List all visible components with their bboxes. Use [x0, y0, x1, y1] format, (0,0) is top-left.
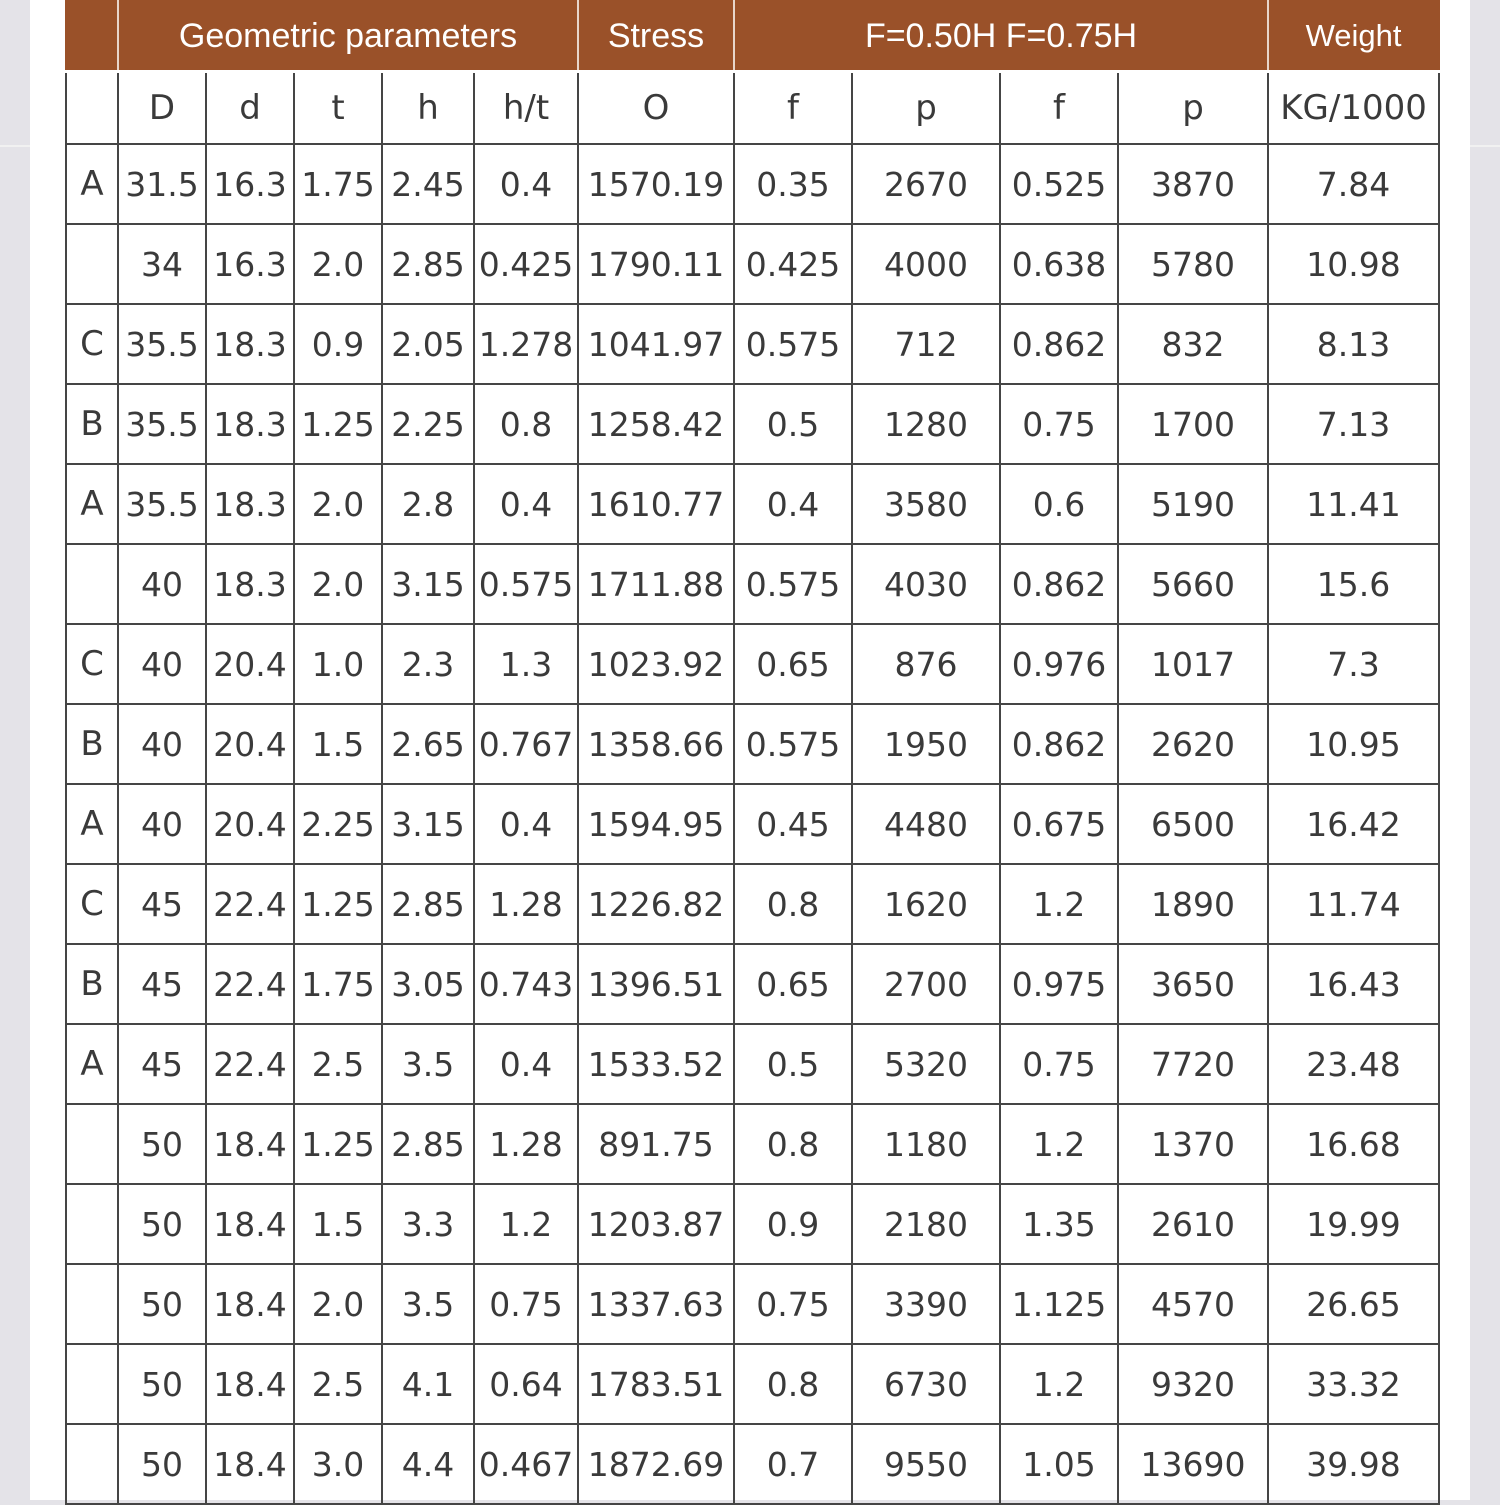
- cell-d: 22.4: [206, 864, 294, 944]
- column-header-row: [66, 72, 1439, 145]
- cell-weight: 23.48: [1268, 1024, 1439, 1104]
- cell-p-075: 1370: [1118, 1104, 1268, 1184]
- cell-stress: 1041.97: [578, 304, 734, 384]
- cell-weight: 26.65: [1268, 1264, 1439, 1344]
- table-row: [66, 384, 1439, 464]
- cell-p-050: 1620: [852, 864, 1000, 944]
- cell-f-050: 0.8: [734, 1344, 852, 1424]
- cell-f-075: 0.6: [1000, 464, 1118, 544]
- table-row: [66, 1104, 1439, 1184]
- header-group-deflection-load: F=0.50H F=0.75H: [734, 1, 1268, 72]
- cell-f-050: 0.7: [734, 1424, 852, 1504]
- cell-p-075: 5660: [1118, 544, 1268, 624]
- cell-h-over-t: 0.64: [474, 1344, 578, 1424]
- cell-h: 3.5: [382, 1024, 474, 1104]
- cell-f-050: 0.45: [734, 784, 852, 864]
- cell-stress: 1533.52: [578, 1024, 734, 1104]
- cell-p-075: 5190: [1118, 464, 1268, 544]
- cell-class: C: [66, 624, 118, 704]
- cell-p-050: 6730: [852, 1344, 1000, 1424]
- column-header-p-075: p: [1118, 72, 1268, 145]
- cell-h: 2.85: [382, 1104, 474, 1184]
- cell-d: 18.3: [206, 304, 294, 384]
- cell-D: 35.5: [118, 384, 206, 464]
- table-row: [66, 464, 1439, 544]
- cell-f-075: 0.525: [1000, 144, 1118, 224]
- cell-p-075: 832: [1118, 304, 1268, 384]
- cell-weight: 7.13: [1268, 384, 1439, 464]
- cell-weight: 16.68: [1268, 1104, 1439, 1184]
- cell-f-050: 0.35: [734, 144, 852, 224]
- cell-f-075: 0.975: [1000, 944, 1118, 1024]
- cell-f-075: 1.35: [1000, 1184, 1118, 1264]
- cell-h-over-t: 1.28: [474, 864, 578, 944]
- column-header-d: d: [206, 72, 294, 145]
- cell-class: B: [66, 384, 118, 464]
- cell-stress: 891.75: [578, 1104, 734, 1184]
- cell-class: A: [66, 464, 118, 544]
- cell-f-050: 0.425: [734, 224, 852, 304]
- cell-d: 18.4: [206, 1184, 294, 1264]
- cell-D: 40: [118, 704, 206, 784]
- cell-stress: 1396.51: [578, 944, 734, 1024]
- cell-class: C: [66, 864, 118, 944]
- table-row: [66, 784, 1439, 864]
- cell-f-075: 0.976: [1000, 624, 1118, 704]
- cell-h: 2.85: [382, 224, 474, 304]
- cell-h: 3.15: [382, 544, 474, 624]
- cell-h: 2.65: [382, 704, 474, 784]
- right-divider: [1470, 145, 1500, 147]
- cell-h-over-t: 1.2: [474, 1184, 578, 1264]
- cell-class: A: [66, 144, 118, 224]
- cell-t: 2.25: [294, 784, 382, 864]
- cell-D: 50: [118, 1264, 206, 1344]
- cell-D: 31.5: [118, 144, 206, 224]
- cell-h: 4.4: [382, 1424, 474, 1504]
- cell-f-075: 1.125: [1000, 1264, 1118, 1344]
- column-header-D: D: [118, 72, 206, 145]
- cell-f-050: 0.5: [734, 1024, 852, 1104]
- cell-D: 40: [118, 544, 206, 624]
- header-group-stress: Stress: [578, 1, 734, 72]
- cell-d: 18.4: [206, 1344, 294, 1424]
- cell-p-075: 1017: [1118, 624, 1268, 704]
- cell-D: 40: [118, 784, 206, 864]
- cell-p-050: 9550: [852, 1424, 1000, 1504]
- table-row: [66, 624, 1439, 704]
- column-header-p-050: p: [852, 72, 1000, 145]
- cell-f-050: 0.4: [734, 464, 852, 544]
- cell-f-050: 0.575: [734, 544, 852, 624]
- table-body: [66, 144, 1439, 1504]
- cell-t: 2.0: [294, 224, 382, 304]
- cell-f-075: 0.638: [1000, 224, 1118, 304]
- column-header-weight: KG/1000: [1268, 72, 1439, 145]
- cell-d: 18.4: [206, 1104, 294, 1184]
- cell-f-075: 0.862: [1000, 544, 1118, 624]
- cell-h: 3.3: [382, 1184, 474, 1264]
- cell-t: 2.0: [294, 544, 382, 624]
- cell-p-050: 1280: [852, 384, 1000, 464]
- cell-f-075: 0.75: [1000, 384, 1118, 464]
- cell-p-075: 1890: [1118, 864, 1268, 944]
- cell-p-075: 9320: [1118, 1344, 1268, 1424]
- cell-D: 50: [118, 1184, 206, 1264]
- cell-h-over-t: 0.4: [474, 784, 578, 864]
- cell-h: 3.5: [382, 1264, 474, 1344]
- table-row: [66, 224, 1439, 304]
- cell-f-075: 0.675: [1000, 784, 1118, 864]
- cell-p-075: 4570: [1118, 1264, 1268, 1344]
- cell-h-over-t: 0.425: [474, 224, 578, 304]
- table-row: [66, 144, 1439, 224]
- table-row: [66, 1344, 1439, 1424]
- table-row: [66, 944, 1439, 1024]
- cell-class: [66, 224, 118, 304]
- table-row: [66, 1424, 1439, 1504]
- cell-f-050: 0.75: [734, 1264, 852, 1344]
- cell-weight: 11.41: [1268, 464, 1439, 544]
- cell-t: 1.5: [294, 1184, 382, 1264]
- cell-t: 2.5: [294, 1024, 382, 1104]
- cell-h-over-t: 0.743: [474, 944, 578, 1024]
- cell-f-050: 0.65: [734, 624, 852, 704]
- table-row: [66, 544, 1439, 624]
- column-header-f-075: f: [1000, 72, 1118, 145]
- column-header-h-over-t: h/t: [474, 72, 578, 145]
- cell-p-075: 13690: [1118, 1424, 1268, 1504]
- cell-stress: 1023.92: [578, 624, 734, 704]
- cell-stress: 1790.11: [578, 224, 734, 304]
- cell-stress: 1872.69: [578, 1424, 734, 1504]
- cell-t: 1.25: [294, 864, 382, 944]
- cell-class: C: [66, 304, 118, 384]
- cell-stress: 1594.95: [578, 784, 734, 864]
- cell-class: A: [66, 1024, 118, 1104]
- cell-D: 50: [118, 1104, 206, 1184]
- cell-p-050: 712: [852, 304, 1000, 384]
- cell-p-075: 6500: [1118, 784, 1268, 864]
- column-header-stress: O: [578, 72, 734, 145]
- cell-p-075: 5780: [1118, 224, 1268, 304]
- cell-h-over-t: 0.575: [474, 544, 578, 624]
- cell-D: 35.5: [118, 464, 206, 544]
- cell-d: 16.3: [206, 144, 294, 224]
- cell-stress: 1610.77: [578, 464, 734, 544]
- cell-h-over-t: 0.4: [474, 464, 578, 544]
- cell-t: 1.25: [294, 1104, 382, 1184]
- cell-f-050: 0.9: [734, 1184, 852, 1264]
- cell-f-050: 0.575: [734, 304, 852, 384]
- cell-stress: 1226.82: [578, 864, 734, 944]
- cell-class: [66, 1264, 118, 1344]
- cell-t: 0.9: [294, 304, 382, 384]
- cell-h: 2.3: [382, 624, 474, 704]
- cell-class: [66, 1184, 118, 1264]
- cell-d: 18.3: [206, 384, 294, 464]
- cell-p-050: 876: [852, 624, 1000, 704]
- table-row: [66, 1264, 1439, 1344]
- cell-D: 45: [118, 1024, 206, 1104]
- cell-weight: 10.95: [1268, 704, 1439, 784]
- cell-f-075: 1.2: [1000, 864, 1118, 944]
- cell-d: 22.4: [206, 1024, 294, 1104]
- table-row: [66, 864, 1439, 944]
- cell-h-over-t: 0.4: [474, 144, 578, 224]
- cell-h: 4.1: [382, 1344, 474, 1424]
- cell-p-050: 4480: [852, 784, 1000, 864]
- cell-f-075: 1.05: [1000, 1424, 1118, 1504]
- cell-h-over-t: 0.4: [474, 1024, 578, 1104]
- cell-h: 2.05: [382, 304, 474, 384]
- cell-weight: 39.98: [1268, 1424, 1439, 1504]
- cell-p-075: 3650: [1118, 944, 1268, 1024]
- column-header-f-050: f: [734, 72, 852, 145]
- cell-p-050: 3390: [852, 1264, 1000, 1344]
- cell-p-050: 2180: [852, 1184, 1000, 1264]
- cell-class: [66, 544, 118, 624]
- column-header-class: [66, 72, 118, 145]
- table-row: [66, 704, 1439, 784]
- cell-weight: 7.84: [1268, 144, 1439, 224]
- cell-h-over-t: 0.75: [474, 1264, 578, 1344]
- cell-t: 2.0: [294, 1264, 382, 1344]
- cell-t: 3.0: [294, 1424, 382, 1504]
- cell-stress: 1358.66: [578, 704, 734, 784]
- cell-stress: 1258.42: [578, 384, 734, 464]
- column-header-t: t: [294, 72, 382, 145]
- cell-t: 1.75: [294, 144, 382, 224]
- cell-t: 1.75: [294, 944, 382, 1024]
- cell-h: 3.05: [382, 944, 474, 1024]
- cell-p-050: 5320: [852, 1024, 1000, 1104]
- cell-f-050: 0.8: [734, 864, 852, 944]
- cell-class: A: [66, 784, 118, 864]
- cell-D: 50: [118, 1424, 206, 1504]
- cell-class: B: [66, 704, 118, 784]
- cell-weight: 11.74: [1268, 864, 1439, 944]
- cell-f-075: 1.2: [1000, 1344, 1118, 1424]
- cell-p-050: 2700: [852, 944, 1000, 1024]
- cell-stress: 1570.19: [578, 144, 734, 224]
- header-group-weight: Weight: [1268, 1, 1439, 72]
- cell-d: 16.3: [206, 224, 294, 304]
- cell-weight: 33.32: [1268, 1344, 1439, 1424]
- cell-p-075: 3870: [1118, 144, 1268, 224]
- cell-weight: 7.3: [1268, 624, 1439, 704]
- cell-p-050: 1180: [852, 1104, 1000, 1184]
- cell-D: 35.5: [118, 304, 206, 384]
- cell-h-over-t: 1.3: [474, 624, 578, 704]
- table-row: [66, 1024, 1439, 1104]
- cell-weight: 19.99: [1268, 1184, 1439, 1264]
- cell-p-075: 2610: [1118, 1184, 1268, 1264]
- cell-h-over-t: 0.767: [474, 704, 578, 784]
- spring-spec-table: [65, 0, 1440, 1505]
- cell-class: [66, 1104, 118, 1184]
- cell-d: 18.4: [206, 1264, 294, 1344]
- cell-f-050: 0.575: [734, 704, 852, 784]
- cell-t: 1.5: [294, 704, 382, 784]
- cell-f-075: 1.2: [1000, 1104, 1118, 1184]
- cell-D: 45: [118, 944, 206, 1024]
- cell-weight: 16.43: [1268, 944, 1439, 1024]
- cell-t: 1.25: [294, 384, 382, 464]
- cell-weight: 16.42: [1268, 784, 1439, 864]
- cell-class: [66, 1344, 118, 1424]
- cell-h-over-t: 1.28: [474, 1104, 578, 1184]
- cell-d: 20.4: [206, 704, 294, 784]
- cell-stress: 1783.51: [578, 1344, 734, 1424]
- column-header-h: h: [382, 72, 474, 145]
- cell-class: B: [66, 944, 118, 1024]
- cell-h-over-t: 0.467: [474, 1424, 578, 1504]
- cell-D: 45: [118, 864, 206, 944]
- cell-d: 18.3: [206, 544, 294, 624]
- left-divider: [0, 145, 30, 147]
- cell-weight: 10.98: [1268, 224, 1439, 304]
- cell-f-050: 0.5: [734, 384, 852, 464]
- cell-d: 20.4: [206, 784, 294, 864]
- cell-f-075: 0.75: [1000, 1024, 1118, 1104]
- cell-d: 18.3: [206, 464, 294, 544]
- cell-d: 18.4: [206, 1424, 294, 1504]
- cell-d: 20.4: [206, 624, 294, 704]
- cell-D: 40: [118, 624, 206, 704]
- cell-stress: 1203.87: [578, 1184, 734, 1264]
- cell-t: 2.5: [294, 1344, 382, 1424]
- header-group-row: [66, 1, 1439, 72]
- cell-p-075: 1700: [1118, 384, 1268, 464]
- cell-h: 2.8: [382, 464, 474, 544]
- table-row: [66, 304, 1439, 384]
- cell-p-050: 3580: [852, 464, 1000, 544]
- cell-D: 50: [118, 1344, 206, 1424]
- cell-h: 2.25: [382, 384, 474, 464]
- cell-h-over-t: 1.278: [474, 304, 578, 384]
- cell-p-050: 1950: [852, 704, 1000, 784]
- cell-f-075: 0.862: [1000, 704, 1118, 784]
- header-group-blank: [66, 1, 118, 72]
- cell-h: 2.45: [382, 144, 474, 224]
- cell-stress: 1337.63: [578, 1264, 734, 1344]
- cell-weight: 15.6: [1268, 544, 1439, 624]
- cell-f-050: 0.65: [734, 944, 852, 1024]
- cell-class: [66, 1424, 118, 1504]
- cell-p-075: 7720: [1118, 1024, 1268, 1104]
- cell-D: 34: [118, 224, 206, 304]
- cell-d: 22.4: [206, 944, 294, 1024]
- cell-t: 1.0: [294, 624, 382, 704]
- cell-h-over-t: 0.8: [474, 384, 578, 464]
- cell-p-075: 2620: [1118, 704, 1268, 784]
- cell-t: 2.0: [294, 464, 382, 544]
- table-row: [66, 1184, 1439, 1264]
- cell-p-050: 2670: [852, 144, 1000, 224]
- cell-h: 3.15: [382, 784, 474, 864]
- cell-f-050: 0.8: [734, 1104, 852, 1184]
- cell-stress: 1711.88: [578, 544, 734, 624]
- cell-p-050: 4000: [852, 224, 1000, 304]
- header-group-geometric: Geometric parameters: [118, 1, 578, 72]
- cell-h: 2.85: [382, 864, 474, 944]
- cell-weight: 8.13: [1268, 304, 1439, 384]
- cell-f-075: 0.862: [1000, 304, 1118, 384]
- cell-p-050: 4030: [852, 544, 1000, 624]
